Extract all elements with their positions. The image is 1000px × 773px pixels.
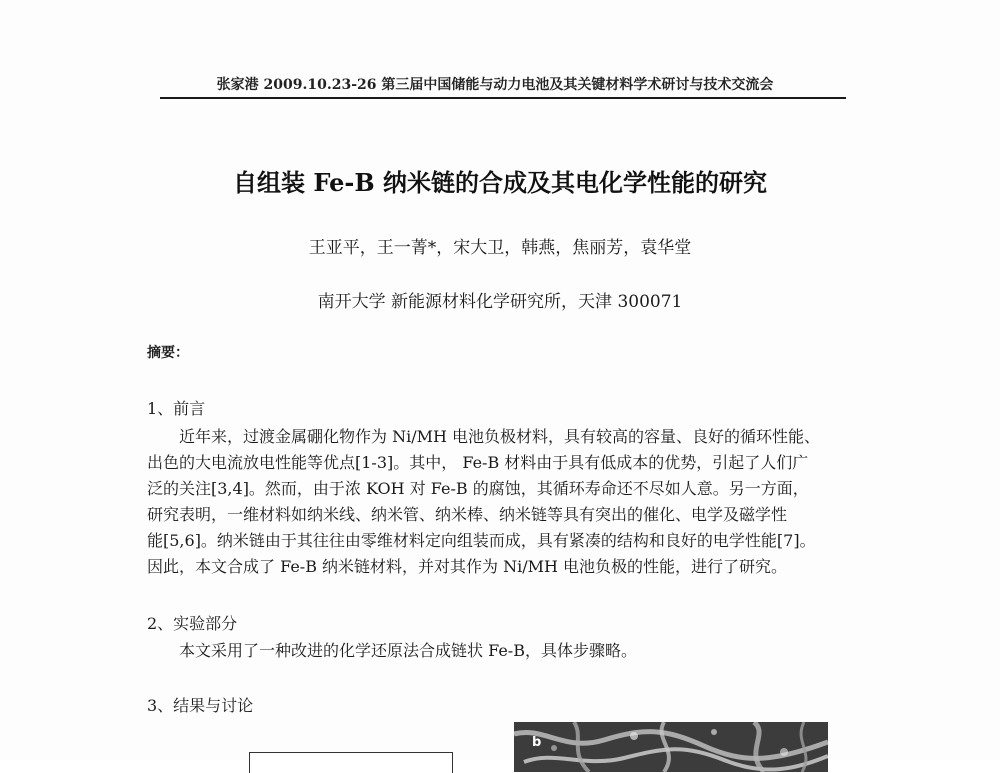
author-list: 王亚平，王一菁*，宋大卫，韩燕，焦丽芳，袁华堂 [308, 238, 692, 258]
intro-line: 近年来，过渡金属硼化物作为 Ni/MH 电池负极材料，具有较高的容量、良好的循环性能、 [179, 427, 821, 446]
abstract-label: 摘要： [147, 345, 189, 361]
intro-line: 因此，本文合成了 Fe-B 纳米链材料，并对其作为 Ni/MH 电池负极的性能，进行了研究。 [147, 557, 788, 576]
sem-micrograph [514, 722, 828, 772]
intro-line: 泛的关注[3,4]。然而，由于浓 KOH 对 Fe-B 的腐蚀，其循环寿命还不尽如人意。另一方面， [147, 479, 809, 498]
section-heading-results: 3、结果与讨论 [147, 696, 254, 715]
paper-title: 自组装 Fe-B 纳米链的合成及其电化学性能的研究 [233, 168, 767, 197]
section-heading-intro: 1、前言 [147, 399, 206, 418]
header-rule [160, 97, 846, 99]
sem-texture [514, 722, 828, 772]
section-heading-method: 2、实验部分 [147, 614, 238, 633]
figure-panel-a-frame [249, 752, 453, 773]
intro-line: 研究表明，一维材料如纳米线、纳米管、纳米棒、纳米链等具有突出的催化、电学及磁学性 [147, 505, 788, 524]
figure-panel-label: b [532, 735, 542, 750]
method-paragraph [147, 638, 857, 664]
affiliation: 南开大学 新能源材料化学研究所，天津 300071 [317, 292, 683, 312]
method-line: 本文采用了一种改进的化学还原法合成链状 Fe-B，具体步骤略。 [179, 641, 637, 660]
intro-paragraph [147, 424, 857, 580]
running-header: 张家港 2009.10.23-26 第三届中国储能与动力电池及其关键材料学术研讨与技术交流会 [216, 77, 774, 93]
intro-line: 出色的大电流放电性能等优点[1-3]。其中， Fe-B 材料由于具有低成本的优势，引起了人们广 [147, 453, 809, 472]
intro-line: 能[5,6]。纳米链由于其往往由零维材料定向组装而成，具有紧凑的结构和良好的电学性能[7]。 [147, 531, 816, 550]
